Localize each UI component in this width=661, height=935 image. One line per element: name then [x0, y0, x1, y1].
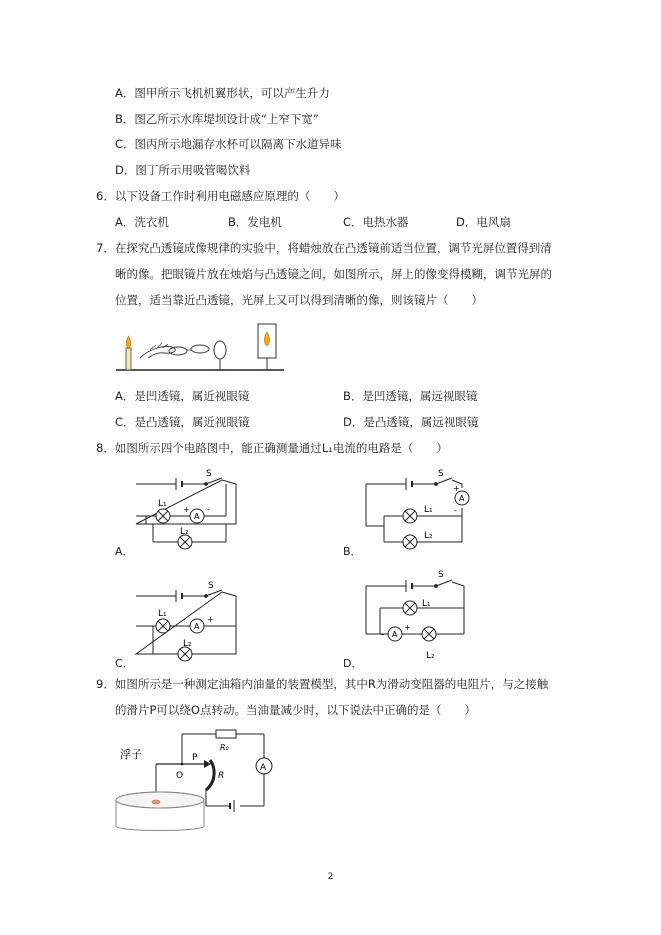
q6-stem: 6．以下设备工作时利用电磁感应原理的（ ）: [96, 189, 345, 203]
q8-caption-c: C．: [115, 657, 134, 670]
resistor-r0-label: R₀: [220, 743, 229, 752]
q8-circuit-c: [128, 578, 244, 662]
minus-label: -: [381, 630, 384, 639]
q6-option-a: A．洗衣机: [115, 215, 169, 229]
q7-stem-line2: 晰的像。把眼镜片放在烛焰与凸透镜之间，如图所示，屏上的像变得模糊，调节光屏的: [115, 267, 552, 281]
resistor-r-label: R: [218, 771, 225, 781]
q8-caption-a: A．: [115, 545, 134, 558]
ammeter-label: A: [459, 494, 465, 503]
ammeter-label: A: [392, 630, 398, 639]
q7-option-a: A．是凹透镜，属近视眼镜: [115, 389, 250, 403]
q8-circuit-a: [128, 466, 244, 550]
q6-option-b: B．发电机: [228, 215, 282, 229]
q7-option-c: C．是凸透镜，属近视眼镜: [115, 415, 250, 429]
lamp1-label: L₁: [158, 499, 167, 509]
plus-label: +: [404, 623, 411, 632]
q5-option-b: B．图乙所示水库堤坝设计成“上窄下宽”: [115, 112, 319, 126]
lamp2-label: L₂: [424, 531, 433, 541]
ammeter-label: A: [260, 763, 267, 773]
lamp2-label: L₂: [180, 527, 189, 537]
q7-stem-line1: 7．在探究凸透镜成像规律的实验中，将蜡烛放在凸透镜前适当位置，调节光屏位置得到清: [96, 241, 552, 255]
lamp1-label: L₁: [158, 609, 167, 619]
q8-caption-d: D．: [343, 657, 363, 670]
page-number: 2: [327, 872, 334, 882]
switch-label: S: [208, 581, 214, 591]
pivot-o-label: O: [176, 771, 184, 781]
lamp2-label: L₂: [426, 651, 435, 661]
q7-option-d: D．是凸透镜，属远视眼镜: [343, 415, 479, 429]
minus-label: -: [454, 506, 457, 515]
q8-caption-b: B．: [343, 545, 362, 558]
switch-label: S: [206, 469, 212, 479]
q7-stem-line3: 位置，适当靠近凸透镜，光屏上又可以得到清晰的像，则该镜片（ ）: [115, 293, 483, 307]
q9-fuel-gauge-figure: [112, 726, 282, 836]
q5-option-c: C．图丙所示地漏存水杯可以隔离下水道异味: [115, 137, 342, 151]
switch-label: S: [438, 570, 444, 580]
q7-option-b: B．是凹透镜，属远视眼镜: [343, 389, 478, 403]
lamp2-label: L₂: [183, 639, 192, 649]
q6-option-c: C．电热水器: [343, 215, 409, 229]
q5-option-a: A．图甲所示飞机机翼形状，可以产生升力: [115, 86, 330, 100]
plus-label: +: [183, 505, 190, 514]
minus-label: -: [207, 505, 210, 514]
lamp1-label: L₁: [424, 505, 433, 515]
q7-lens-figure: [112, 318, 292, 378]
q6-option-d: D．电风扇: [456, 215, 511, 229]
float-label: 浮子: [120, 748, 142, 761]
q8-stem: 8．如图所示四个电路图中，能正确测量通过L₁电流的电路是（ ）: [96, 441, 448, 455]
q9-stem-line1: 9．如图所示是一种测定油箱内油量的装置模型，其中R为滑动变阻器的电阻片，与之接触: [96, 677, 549, 691]
ammeter-label: A: [194, 622, 200, 631]
ammeter-label: A: [194, 512, 200, 521]
switch-label: S: [438, 469, 444, 479]
minus-label: -: [183, 615, 186, 624]
lamp1-label: L₁: [422, 599, 431, 609]
q8-circuit-d: [358, 568, 474, 664]
q8-circuit-b: [358, 466, 474, 550]
q5-option-d: D．图丁所示用吸管喝饮料: [115, 163, 251, 177]
slider-p-label: P: [192, 753, 198, 763]
plus-label: +: [453, 484, 460, 493]
plus-label: +: [207, 615, 214, 624]
q9-stem-line2: 的滑片P可以绕O点转动。当油量减少时，以下说法中正确的是（ ）: [115, 703, 476, 717]
